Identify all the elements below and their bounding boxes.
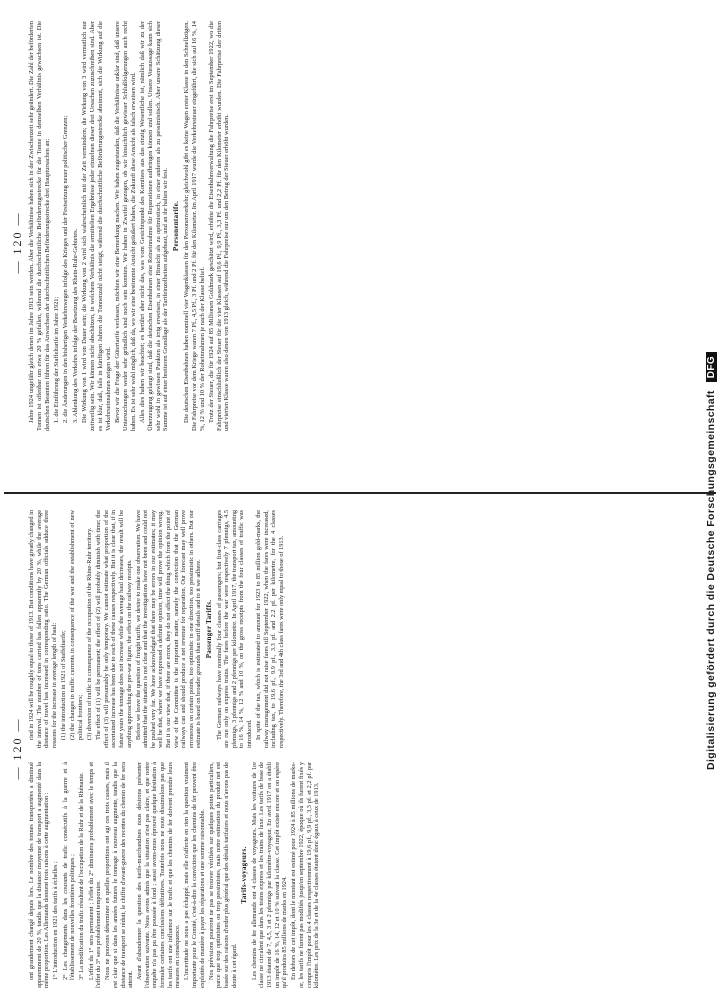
- paragraph: Trotz der Steuer, die für 1924 auf 85 Millionen Goldmark geschätzt wird, erhöhte die Eisenbahnverwaltung die Fahrpreise erst im September 1922, wo die Fahrpreise einschließlich der Steuer für die vier Klassen auf 19,6 Pf., 9,9 Pf., 3,3 Pf. und 2,2 Pf. für den Kilometer erhöht wurden. Die Fahrpreise der dritten und vierten Klasse waren also denen von 1913 gleich, während die Fahrpreise nur um den Betrag der Steuer erhöht wurden.: [207, 21, 231, 431]
- column-french: [28, 762, 322, 988]
- paragraph: L'incertitude ne nous a pas échappé, mais elle n'affecte en rien la question vraiment importante pour le Comité, c'est-à-dire la conviction que les chemins de fer peuvent être exploités de manière à payer les réparations et une somme raisonnable.: [183, 762, 206, 988]
- paragraph: ont grandement changé depuis lors. Le nombre des tonnes transportées a diminué apparemment de 20 %, tandis que la distance moyenne de transport a augmenté dans la même proportion. Les Allemands donnent trois raisons à cette augmentation :: [28, 762, 51, 988]
- list-item: (1) the introduction in 1921 of Staffeltarife;: [59, 630, 67, 740]
- paragraph: The German railways have nominally four classes of passengers; but first-class carriages are run only on express trains. The fares before the war were respectively 7 pfennigs, 4.5 pfennigs, 3 pfennigs and 2 pfennigs per kilometre. In April 1917, the transport tax, amounting to 16 %, 14 %, 12 % and 10 %, on the gross receipts from the four classes of traffic was introduced.: [215, 510, 253, 748]
- section-heading: Passenger Tariffs.: [205, 599, 214, 659]
- paragraph: Alles dies haben wir beachtet; es berührt aber nicht das, was vom Gesichtspunkt des Komitees aus das einzig Wesentliche ist, nämlich daß wir zu der Überzeugung gelangt sind, daß die deutschen Eisenbahnen eine Reineinnahme für Reparationen aufbringen können und sollen. Unsere Voraussage kann sich sehr wohl in gewissen Punkten als irrig erweisen, in einer Hinsicht als zu optimistisch, in einer anderen als zu pessimistisch. Aber unsere Schätzung dieser Summe ist auf einer breiteren Grundlage als der Tarifeinzelheiten aufgebaut, und an ihr halten wir fest.: [138, 21, 170, 431]
- list-item: 3. Ablenkung des Verkehrs infolge der Besetzung des Rhein-Ruhr-Gebietes.: [71, 228, 79, 423]
- credit-text: Digitalisierung gefördert durch die Deutsche Forschungsgemeinschaft: [705, 390, 717, 770]
- paragraph: Die deutschen Eisenbahnen haben nominell vier Wagenklassen für den Personenverkehr; gleichwohl gibt es keine Wagen erster Klasse in den Schnellzügen. Die Fahrpreise vor dem Kriege waren 7 Pf., 4,5 Pf., 3 Pf. und 2 Pf. für den Kilometer. Im April 1917 wurde die Verkehrssteuer eingeführt, die sich auf 16 %, 14 %, 12 % und 10 % der Roheinnahmen je nach der Klasse belief.: [182, 21, 206, 431]
- paragraph: Nos prévisions pourront ne pas se trouver vérifiées sur quelques points particuliers, parce que trop optimistes ou trop pessimistes, mais notre estimation du produit net est basée sur des raisons d'ordre plus général que des détails tarifaires et nous n'avons pas de doute à cet égard.: [207, 762, 238, 988]
- list-item: 2. die Änderungen in den bisherigen Verkehrswegen infolge des Krieges und der Festsetzung neuer politischer Grenzen;: [62, 115, 70, 423]
- section-heading: Tarifs-voyageurs.: [240, 846, 249, 904]
- list-item: 3° La modification du trafic résultant de l'occupation de la Ruhr et de la Rhénanie.: [78, 772, 86, 980]
- paragraph: ried in 1924 will be roughly equal to those of 1913. But conditions have greatly changed in the interval. The number of tons carried has fallen apparently by 20 %, while the average distance of travel has increased in corresponding ratio. The German officials adduce three reasons for the increase in average length of haul:: [28, 510, 58, 748]
- paragraph: Avant d'abandonner la question des tarifs-marchandises nous désirons présenter l'observation suivante. Nous avons admis que la situation n'est pas claire, et que notre enquête n'a pas pu être poussée à fond ; aussi avons-nous éprouvé quelque hésitation à formuler certaines conclusions définitives. Toutefois nous ne nous dissimulons pas que les tarifs ont une influence sur le trafic et que les chemins de fer doivent prendre leurs mesures en conséquence.: [136, 762, 182, 988]
- list-item: 1° L'introduction en 1921 des tarifs à échelles ;: [52, 861, 60, 980]
- paragraph: Die Wirkung von 1 wird von Dauer sein; die Wirkung von 2 wird sich wahrscheinlich mit der Zeit vermindern; die Wirkung von 3 wird vermutlich nur zeitweilig sein. Wir können nicht abschätzen, in welchem Verhältnis die ermittelten Ergebnisse jeder einzelnen dieser drei Ursachen zuzuschreiben sind. Aber es ist klar, daß, falls in künftigen Jahren die Tonnenzahl nicht steigt, während die durchschnittliche Beförderungsstrecke abnimmt, sich die Wirkung auf die Verkehrseinnahmen zeigen wird.: [81, 21, 112, 431]
- dfg-logo: DFG: [706, 352, 717, 382]
- paragraph: En dehors de cet impôt, dont le montant est estimé pour 1924 à 85 millions de marks-or, les tarifs ne furent pas modifiés jusqu'en septembre 1922, époque où ils furent fixés y compris l'impôt pour les 4 classes respectivement à 19,6 pf., 9,9 pf., 3,3 pf. et 2,2 pf. par kilomètre. Les prix de la 3e et de la 4e classes étaient donc égaux à ceux de 1913.: [290, 762, 321, 988]
- page-left: [0, 497, 727, 1000]
- section-heading: Personentarife.: [172, 200, 181, 252]
- paragraph: L'effet du 1° sera permanent ; l'effet du 2° diminuera probablement avec le temps et l'effet du 3° sera probablement temporaire.: [87, 762, 103, 988]
- list-item: 1. die Einführung der Staffeltarife im Jahre 1921;: [52, 296, 60, 423]
- column-english: [28, 510, 287, 748]
- page-right: [0, 0, 727, 485]
- paragraph: Bevor wir die Frage der Gütertarife verlassen, möchten wir eine Bemerkung machen. Wir haben zugestanden, daß die Verhältnisse unklar sind, daß unsere Untersuchungen weder sehr gründlich sind noch sein konnten. Wir haben in Zweifel gezogen, ob wir hinsichtlich gewisser Schlußfolgerungen auch recht haben. Es ist sehr wohl möglich, daß da, wo wir eine bestimmte Ansicht geäußert haben, die Zukunft diese Ansicht als falsch erweisen wird.: [113, 21, 137, 431]
- list-item: (3) diversion of traffic in consequence of the occupation of the Rhine-Ruhr territory.: [85, 527, 93, 740]
- paragraph: Before we leave the question of freight tariffs, we desire to make one observation. We have admitted that the situation is not clear and that the investigations have not been and could not be pushed very far. We have acknowledged that there may be errors in our estimates; it may well be that, where we have expressed a definite opinion, time will prove the opinion wrong. But it is our view that, if there are errors, they do not affect the thing which from the point of view of the Committee is the important matter, namely the conviction that the German railways can and should produce a net revenue for reparation. Our forecast may well prove erroneous on certain points, too optimistic in one direction, too pessimistic in others. But our estimate is based on broader grounds than tariff details and to it we adhere.: [134, 510, 203, 748]
- page-gutter-divider: [4, 493, 716, 495]
- column-german: [28, 21, 233, 431]
- paragraph: Jahre 1924 ungefähr gleich denen im Jahre 1913 sein werden. Aber die Verhältnisse haben sich in der Zwischenzeit sehr geändert. Die Zahl der beförderten Tonnen ist offenbar um etwa 20 % gefallen, während die durchschnittliche Beförderungsstrecke für die Tonne in demselben Verhältnis gewachsen ist. Die deutschen Beamten führen für das Anwachsen der durchschnittlichen Beförderungsstrecke drei Hauptursachen an:: [28, 21, 51, 431]
- paragraph: In spite of the tax, which is estimated to amount for 1923 to 85 million gold-marks, the railway management did not raise fares till September 1922, when the fares were increased, including tax, to 19.6 pf., 9.9 pf., 3.3 pf. and 2.2 pf. per kilometre, for the 4 classes respectively. Therefore, the 3rd and 4th class fares were only equal to those of 1913.: [255, 510, 285, 748]
- page-number-right: — 120 —: [10, 211, 24, 274]
- page-number-left: — 120 —: [10, 717, 24, 780]
- list-item: 2° Les changements dans les courants de trafic consécutifs à la guerre et à l'établissement de nouvelles frontières politiques ;: [61, 762, 77, 980]
- paragraph: Les chemins de fer allemands ont 4 classes de voyageurs. Mais les voitures de 1re classe ne circulent que dans les trains express et les trains de luxe. Les tarifs de base de 1913 étaient de 7, 4,5, 3 et 2 pfennigs par kilomètre-voyageur. En avril 1917 on a établi un impôt de 16 %, 14, 12 et 10 % suivant la classe. Cet impôt existe encore et on espère qu'il produira 85 millions de marks en 1924.: [250, 762, 289, 988]
- paragraph: Nous ne pouvons déterminer en quelles proportions ont agi ces trois causes, mais il est clair que si dans les années futures le tonnage à nouveau augmente, tandis que la distance de transport se réduit, le chiffre d'avant-guerre des recettes du chemin de fer sera atteint.: [104, 762, 135, 988]
- paragraph: The effect of (1) will be permanent; the effect of (2) will probably diminish with time; the effect of (3) will presumably be only temporary. We cannot estimate what proportion of the ascertained increase has been due to each of these causes respectively. But it is clear that, if in future years the tonnage does not increase while the average haul decreases, the result will be anything approaching the pre-war figure, the effect on the railway receipts.: [95, 510, 133, 748]
- digitization-credit: [705, 0, 723, 770]
- list-item: (2) the changes in traffic currents in consequence of the war and the establishment of new political frontiers;: [69, 510, 84, 740]
